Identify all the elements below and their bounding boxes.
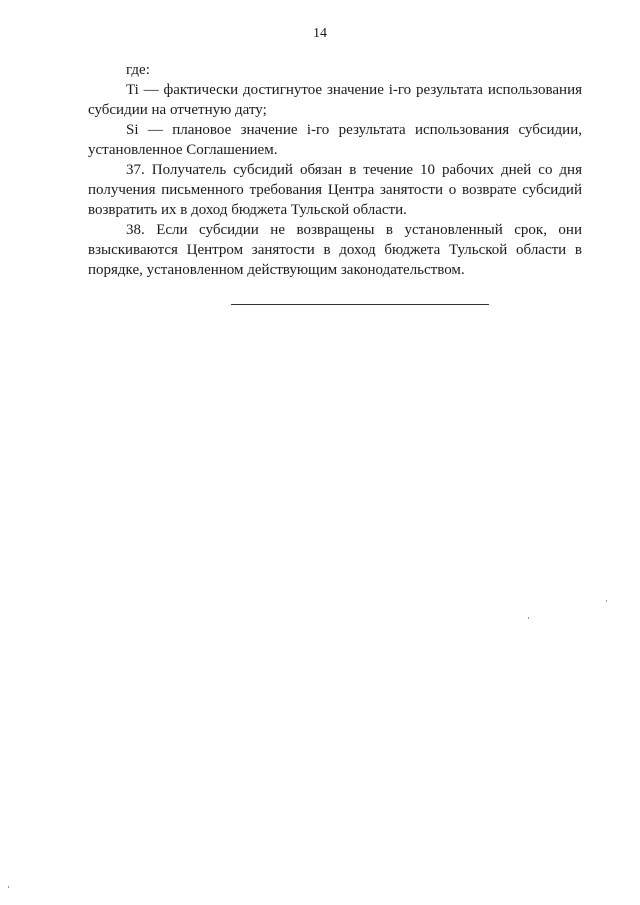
paragraph-where: где: (126, 62, 150, 78)
document-body (88, 60, 582, 280)
paragraph-ti-definition: Ti — фактически достигнутое значение i-го результата использования субсидии на отчетную дату; (88, 82, 582, 118)
scan-speck (606, 600, 607, 602)
end-separator-line (231, 304, 489, 305)
scan-speck (528, 617, 529, 619)
paragraph-clause-38: 38. Если субсидии не возвращены в установленный срок, они взыскиваются Центром занятости в доход бюджета Тульской области в порядке, установленном действующим законодательством. (88, 222, 582, 278)
page-number: 14 (313, 26, 327, 41)
paragraph-clause-37: 37. Получатель субсидий обязан в течение 10 рабочих дней со дня получения письменного требования Центра занятости о возврате субсидий возвратить их в доход бюджета Тульской области. (88, 162, 582, 218)
paragraph-si-definition: Si — плановое значение i-го результата использования субсидии, установленное Соглашением. (88, 122, 582, 158)
scan-speck (8, 886, 9, 888)
